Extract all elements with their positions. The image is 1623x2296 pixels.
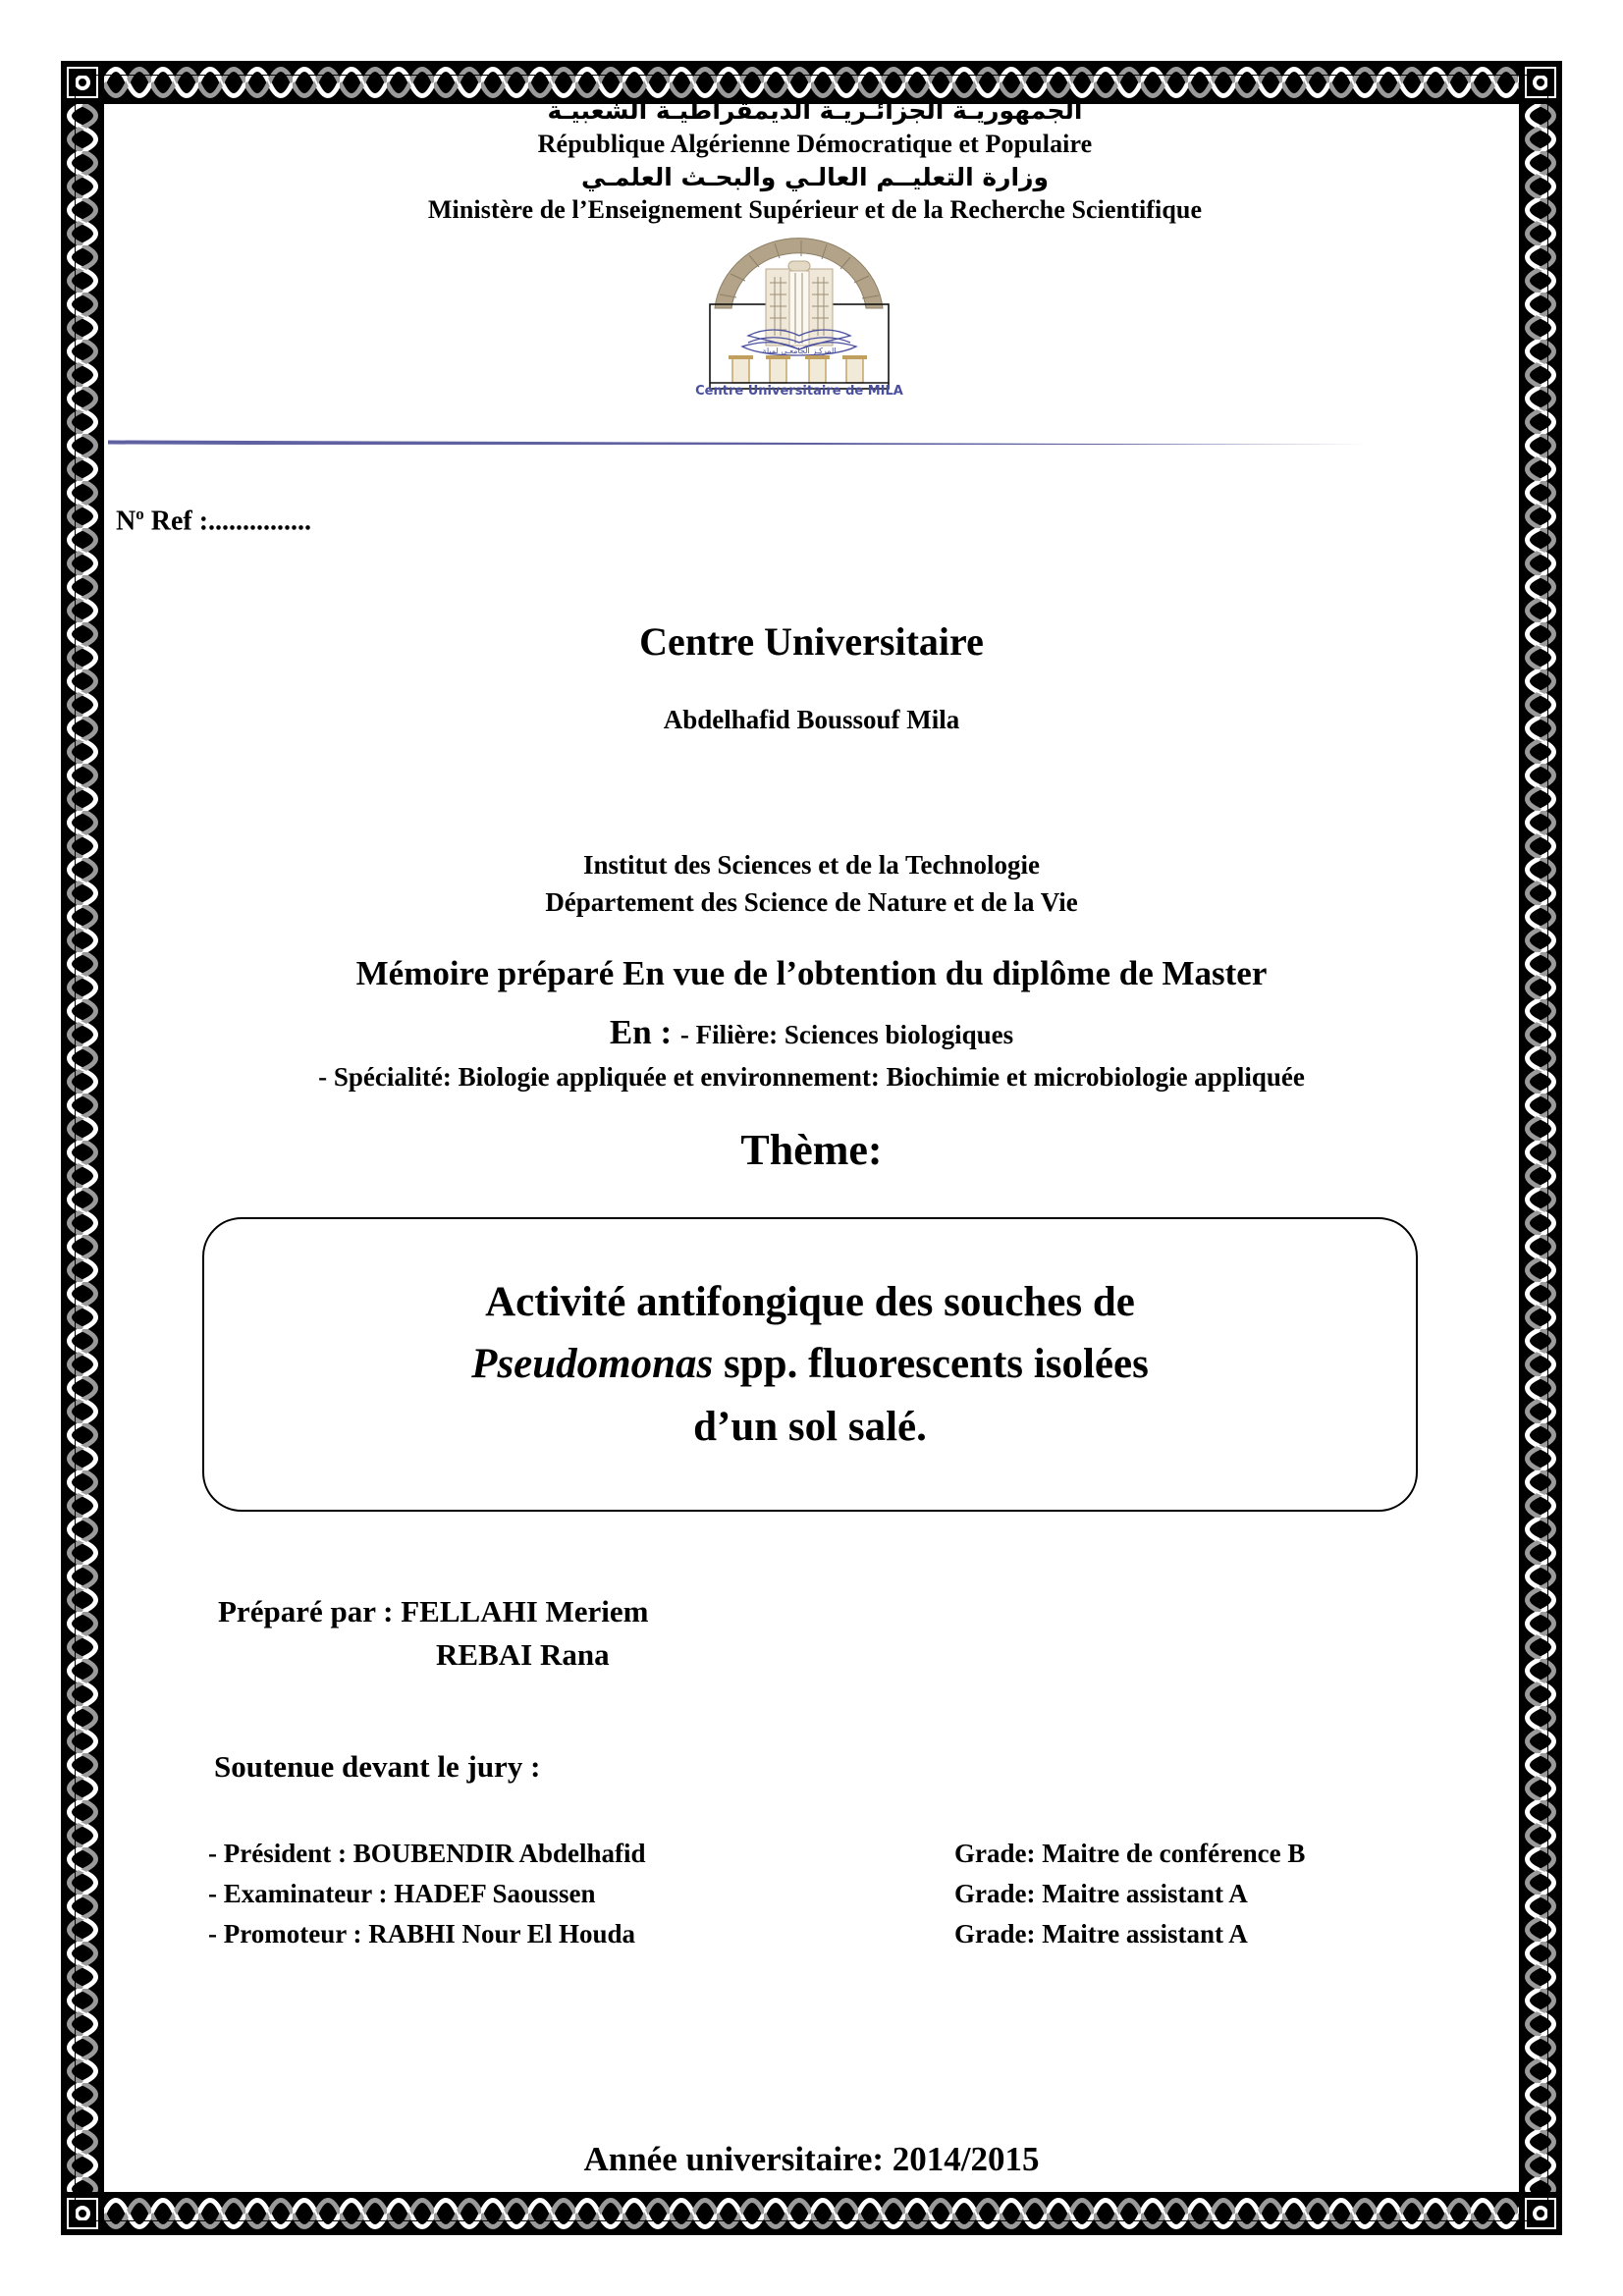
jury-role: - Examinateur : HADEF Saoussen xyxy=(208,1879,596,1909)
jury-label: Soutenue devant le jury : xyxy=(214,1749,541,1784)
logo-caption: Centre Universitaire de MILA xyxy=(695,384,903,395)
header-french-ministry: Ministère de l’Enseignement Supérieur et de la Recherche Scientifique xyxy=(427,195,1203,225)
reference-superscript: o xyxy=(135,505,144,523)
field-specialite: - Spécialité: Biologie appliquée et environnement: Biochimie et microbiologie appliquée xyxy=(318,1062,1305,1092)
jury-grade: Grade: Maitre assistant A xyxy=(954,1879,1248,1909)
field-prefix: En : xyxy=(609,1013,680,1051)
reference-number xyxy=(116,505,311,537)
authors-first-line xyxy=(218,1590,649,1633)
header-arabic-ministry: وزارة التعليــم العالـي والبحـث العلمـي xyxy=(580,162,1050,191)
reference-value: Ref :............... xyxy=(143,506,312,537)
header-french-republic: République Algérienne Démocratique et Populaire xyxy=(537,129,1093,158)
thesis-title-line3: d’un sol salé. xyxy=(693,1403,927,1450)
thesis-title-line2: spp. fluorescents isolées xyxy=(713,1341,1149,1388)
thesis-title-line1: Activité antifongique des souches de xyxy=(485,1278,1135,1325)
university-logo xyxy=(693,218,904,395)
thesis-title-genus: Pseudomonas xyxy=(471,1341,714,1388)
field-line xyxy=(0,1013,1623,1052)
header-arabic-republic: الجمهوريـة الجزائـريـة الديمقراطيـة الشعبيـة xyxy=(547,96,1083,125)
department-line: Département des Science de Nature et de la Vie xyxy=(545,887,1078,918)
header-block xyxy=(108,94,1522,227)
institute-line: Institut des Sciences et de la Technologie xyxy=(582,850,1040,880)
logo-arabic-caption: المركـز الجامعـي لميلة xyxy=(762,347,837,355)
thesis-title xyxy=(442,1271,1178,1459)
theme-label: Thème: xyxy=(740,1126,883,1174)
jury-row xyxy=(208,1874,1416,1914)
header-divider-line xyxy=(108,437,1507,445)
diploma-statement: Mémoire préparé En vue de l’obtention du diplôme de Master xyxy=(355,954,1268,992)
jury-row xyxy=(208,1834,1416,1874)
jury-row xyxy=(208,1914,1416,1954)
jury-list xyxy=(208,1834,1416,1954)
author-1: FELLAHI Meriem xyxy=(401,1594,649,1629)
jury-grade: Grade: Maitre de conférence B xyxy=(954,1839,1306,1868)
academic-year: Année universitaire: 2014/2015 xyxy=(583,2140,1040,2178)
field-filiere: - Filière: Sciences biologiques xyxy=(679,1020,1014,1049)
jury-role: - Promoteur : RABHI Nour El Houda xyxy=(208,1919,636,1949)
author-2: REBAI Rana xyxy=(436,1637,610,1673)
jury-grade: Grade: Maitre assistant A xyxy=(954,1919,1248,1949)
reference-label: N xyxy=(116,506,136,537)
theme-box xyxy=(202,1217,1418,1512)
institute-block xyxy=(0,846,1623,922)
university-title: Centre Universitaire xyxy=(639,619,984,664)
authors-label: Préparé par : xyxy=(218,1594,402,1629)
university-subtitle: Abdelhafid Boussouf Mila xyxy=(663,705,960,734)
jury-role: - Président : BOUBENDIR Abdelhafid xyxy=(208,1839,646,1868)
authors-block xyxy=(218,1590,649,1677)
